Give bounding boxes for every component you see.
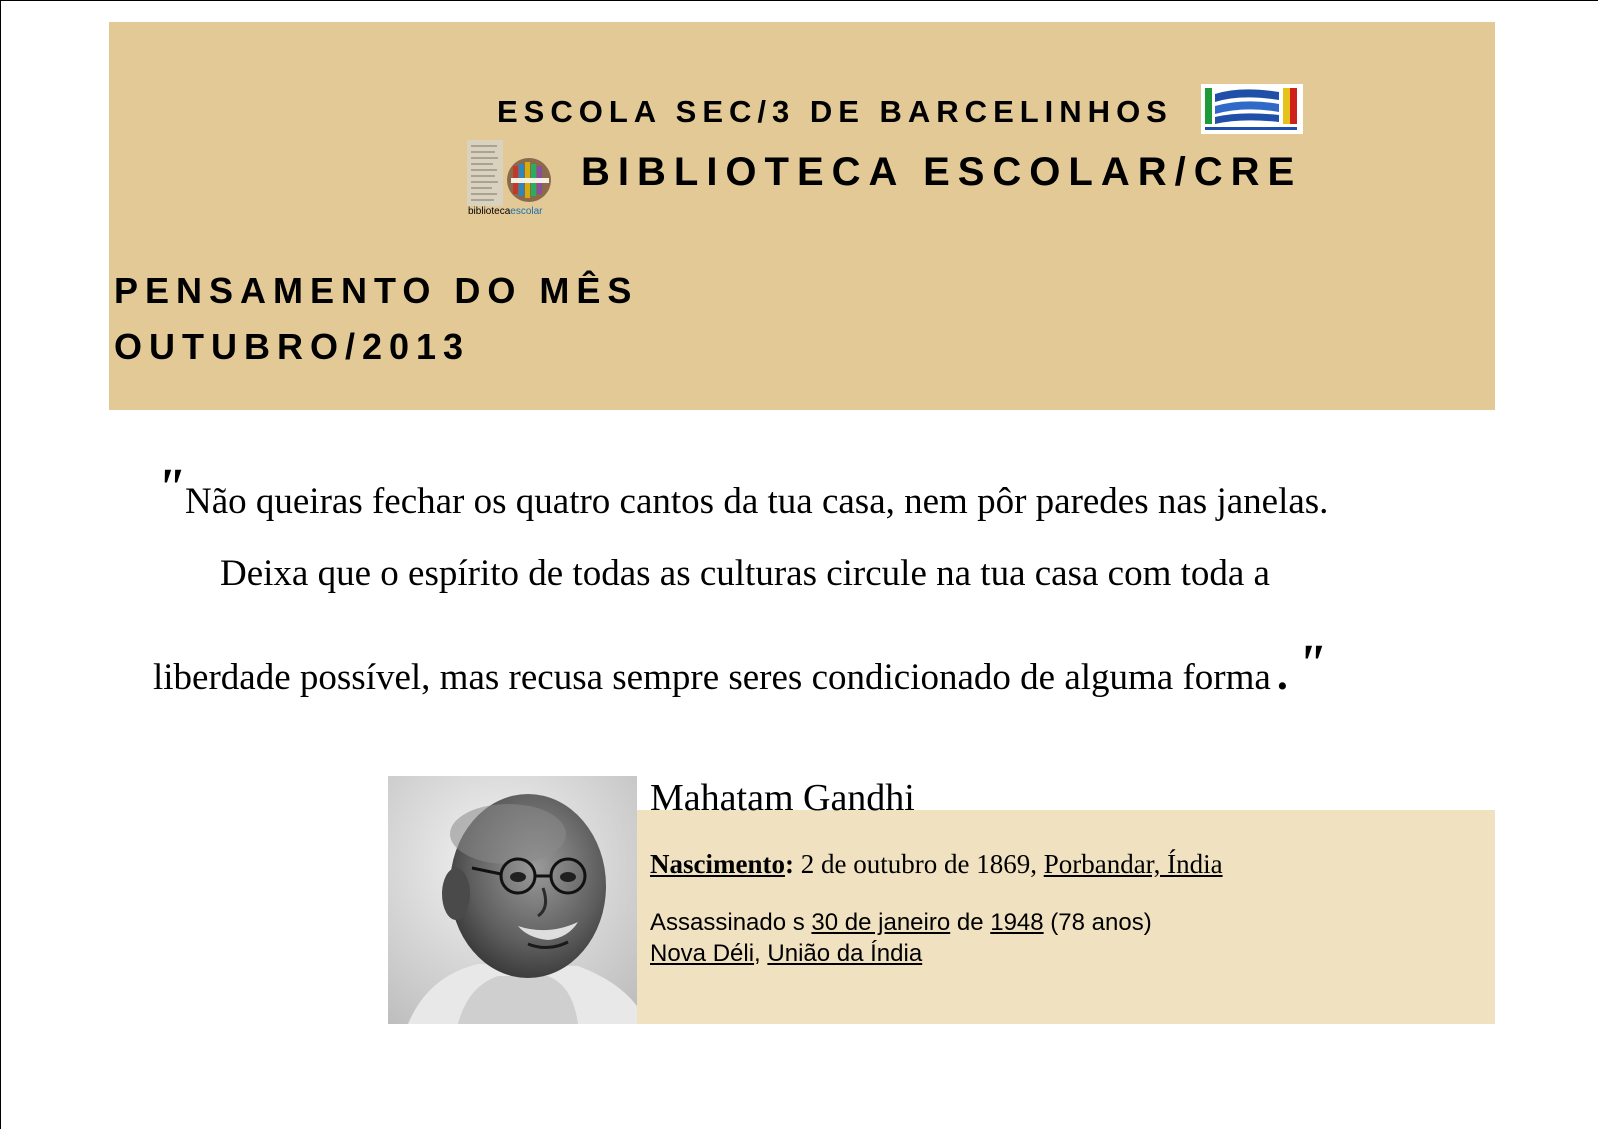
person-name: Mahatam Gandhi bbox=[650, 777, 915, 819]
death-year-link[interactable]: 1948 bbox=[990, 909, 1044, 936]
birth-info: Nascimento: 2 de outubro de 1869, Porbandar, Índia bbox=[650, 849, 1223, 879]
school-name: ESCOLA SEC/3 DE BARCELINHOS bbox=[497, 94, 1173, 129]
quote-end-dot: . bbox=[1276, 650, 1288, 699]
death-city-link[interactable]: Nova Déli bbox=[650, 940, 755, 967]
month-heading-date: OUTUBRO/2013 bbox=[114, 326, 471, 367]
close-quote-mark: " bbox=[1295, 633, 1326, 693]
birth-label: Nascimento bbox=[650, 849, 785, 879]
library-name: BIBLIOTECA ESCOLAR/CRE bbox=[581, 150, 1303, 194]
quote-line-2: Deixa que o espírito de todas as culturas circule na tua casa com toda a bbox=[220, 553, 1270, 594]
death-date-link[interactable]: 30 de janeiro bbox=[811, 909, 951, 936]
death-country-link[interactable]: União da Índia bbox=[767, 940, 923, 967]
death-info: Assassinado s 30 de janeiro de 1948 (78 anos) bbox=[650, 909, 1152, 936]
school-crest-icon bbox=[1201, 84, 1303, 134]
quote-line-3: liberdade possível, mas recusa sempre seres condicionado de alguma forma . " bbox=[153, 633, 1326, 699]
portrait-photo bbox=[388, 776, 637, 1024]
open-quote-mark: " bbox=[155, 457, 185, 517]
month-heading-title: PENSAMENTO DO MÊS bbox=[114, 270, 639, 311]
quote-line-1: "Não queiras fechar os quatro cantos da tua casa, nem pôr paredes nas janelas. bbox=[155, 457, 1329, 522]
birth-place-link[interactable]: Porbandar, Índia bbox=[1043, 849, 1223, 879]
death-place: Nova Déli, União da Índia bbox=[650, 940, 923, 967]
library-logo-caption: bibliotecaescolar bbox=[468, 206, 543, 217]
